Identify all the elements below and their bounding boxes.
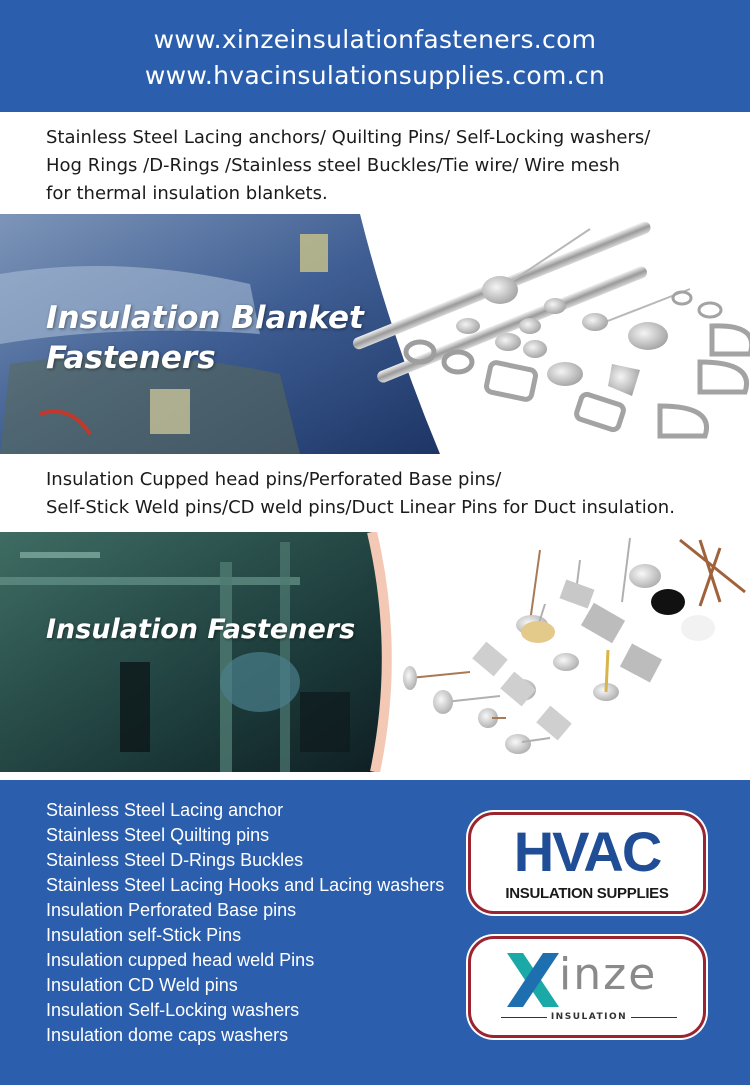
banner-title-blanket xyxy=(46,298,364,378)
product-list xyxy=(46,798,444,1048)
duct-text-line: Self-Stick Weld pins/CD weld pins/Duct Linear Pins for Duct insulation. xyxy=(46,497,675,518)
xinze-logo-text: inze xyxy=(559,949,658,1000)
product-item: Insulation Self-Locking washers xyxy=(46,1000,300,1020)
xinze-logo xyxy=(468,936,706,1038)
banner-title-fasteners: Insulation Fasteners xyxy=(46,614,356,645)
banner-title-line: Insulation Blanket xyxy=(46,300,364,336)
product-item: Stainless Steel Lacing Hooks and Lacing washers xyxy=(46,875,445,895)
product-item: Stainless Steel Quilting pins xyxy=(46,825,270,845)
product-item: Insulation self-Stick Pins xyxy=(46,925,242,945)
product-item: Insulation Perforated Base pins xyxy=(46,900,297,920)
hvac-logo xyxy=(468,812,706,914)
header-bar xyxy=(0,0,750,112)
banner-title-line: Fasteners xyxy=(46,340,216,376)
duct-fasteners-text xyxy=(46,466,746,522)
website-url-1[interactable]: www.xinzeinsulationfasteners.com xyxy=(153,25,597,54)
intro-line: Stainless Steel Lacing anchors/ Quilting Pins/ Self-Locking washers/ xyxy=(46,127,651,148)
product-item: Stainless Steel Lacing anchor xyxy=(46,800,284,820)
xinze-logo-subtitle: INSULATION xyxy=(501,1011,677,1023)
intro-line: for thermal insulation blankets. xyxy=(46,183,328,204)
product-item: Stainless Steel D-Rings Buckles xyxy=(46,850,304,870)
hvac-logo-subtitle: INSULATION SUPPLIES xyxy=(505,885,669,902)
product-item: Insulation CD Weld pins xyxy=(46,975,238,995)
xinze-x-mark-icon xyxy=(505,951,561,1009)
banner-fasteners-image xyxy=(0,532,750,772)
website-url-2[interactable]: www.hvacinsulationsupplies.com.cn xyxy=(144,61,606,90)
hvac-logo-text: HVAC xyxy=(513,820,661,883)
product-item: Insulation dome caps washers xyxy=(46,1025,289,1045)
banner-blanket-fasteners xyxy=(0,214,750,454)
product-item: Insulation cupped head weld Pins xyxy=(46,950,315,970)
intro-text xyxy=(46,124,736,208)
intro-line: Hog Rings /D-Rings /Stainless steel Buckles/Tie wire/ Wire mesh xyxy=(46,155,620,176)
banner-insulation-fasteners xyxy=(0,532,750,772)
duct-text-line: Insulation Cupped head pins/Perforated Base pins/ xyxy=(46,469,502,490)
